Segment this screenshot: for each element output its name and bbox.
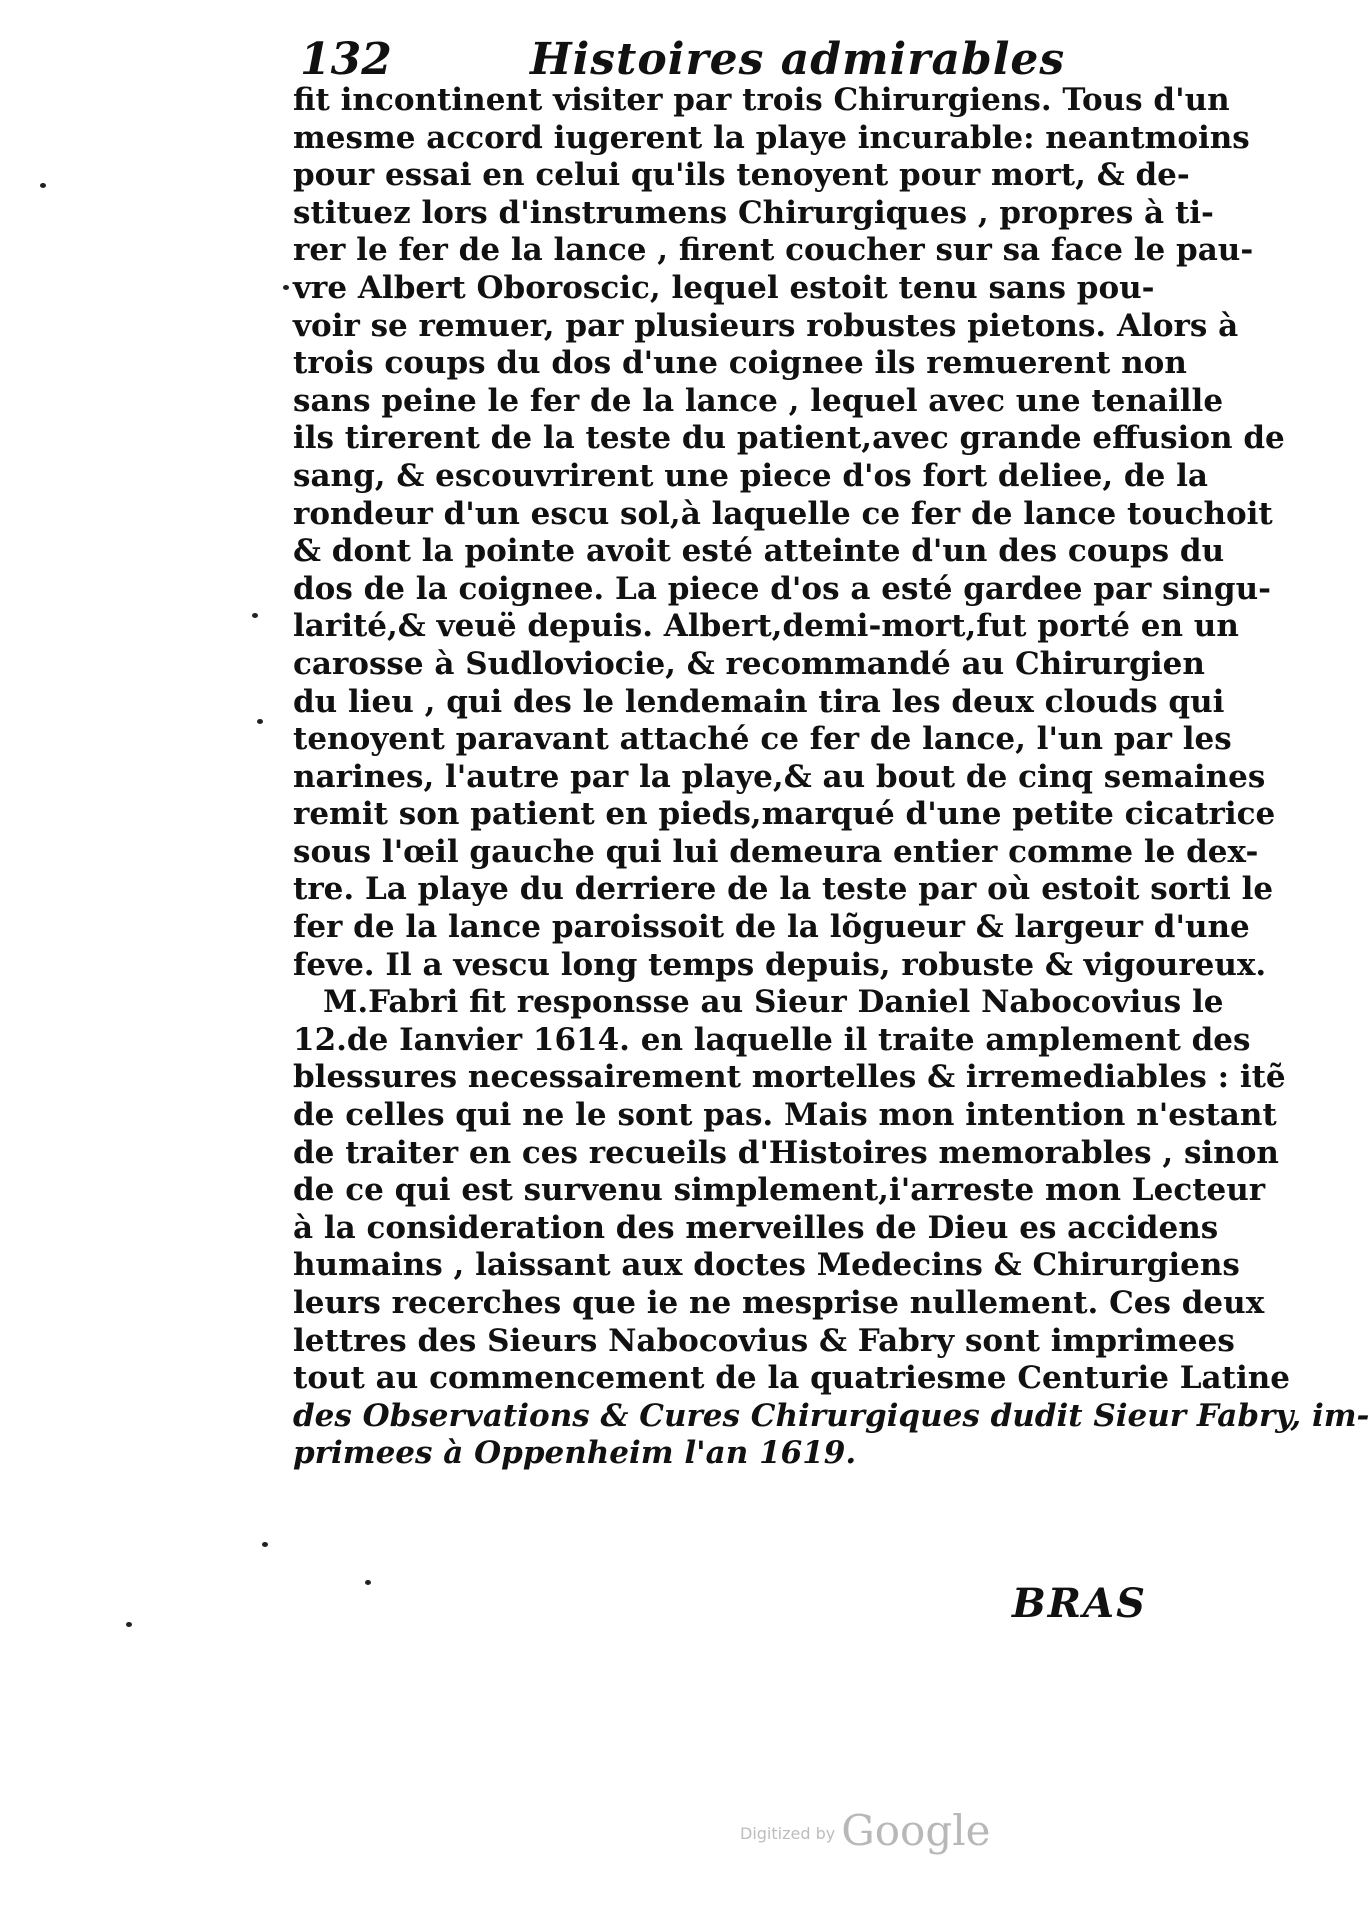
text-line: larité,& veuë depuis. Albert,demi-mort,fut porté en un [293, 608, 1239, 645]
text-line-italic: primees à Oppenheim l'an 1619. [293, 1435, 857, 1472]
text-line: de traiter en ces recueils d'Histoires memorables , sinon [293, 1134, 1279, 1171]
text-line: tenoyent paravant attaché ce fer de lance, l'un par les [293, 721, 1232, 758]
text-line: remit son patient en pieds,marqué d'une petite cicatrice [293, 796, 1276, 833]
text-line: stituez lors d'instrumens Chirurgiques , propres à ti- [293, 194, 1214, 231]
text-line: sang, & escouvrirent une piece d'os fort deliee, de la [293, 457, 1208, 494]
ink-speck [252, 613, 258, 618]
text-line: fit incontinent visiter par trois Chirurgiens. Tous d'un [293, 82, 1230, 118]
watermark-prefix: Digitized by [740, 1824, 836, 1843]
text-line: leurs recerches que ie ne mesprise nullement. Ces deux [293, 1285, 1265, 1321]
text-line: de ce qui est survenu simplement,i'arreste mon Lecteur [293, 1172, 1266, 1209]
text-line: sans peine le fer de la lance , lequel avec une tenaille [293, 382, 1224, 419]
text-line: à la consideration des merveilles de Dieu es accidens [293, 1209, 1219, 1246]
running-title: Histoires admirables [530, 34, 1066, 85]
ink-speck [126, 1622, 132, 1627]
text-line: ils tirerent de la teste du patient,avec grande effusion de [293, 420, 1285, 457]
text-line: narines, l'autre par la playe,& au bout de cinq semaines [293, 758, 1266, 795]
text-line: du lieu , qui des le lendemain tira les deux clouds qui [293, 683, 1225, 720]
text-line: tout au commencement de la quatriesme Centurie Latine [293, 1360, 1290, 1397]
text-line: carosse à Sudloviocie, & recommandé au Chirurgien [293, 645, 1205, 682]
page-number: 132 [300, 34, 392, 85]
text-line: trois coups du dos d'une coignee ils remuerent non [293, 345, 1187, 382]
text-line: 12.de Ianvier 1614. en laquelle il traite amplement des [293, 1021, 1251, 1058]
ink-speck [40, 183, 46, 188]
text-line: rondeur d'un escu sol,à laquelle ce fer de lance touchoit [293, 495, 1273, 532]
text-line: sous l'œil gauche qui lui demeura entier comme le dex- [293, 833, 1259, 870]
text-line: lettres des Sieurs Nabocovius & Fabry sont imprimees [293, 1322, 1235, 1359]
text-line: vre Albert Oboroscic, lequel estoit tenu sans pou- [293, 269, 1155, 306]
ink-speck [365, 1580, 371, 1585]
text-line: fer de la lance paroissoit de la lõgueur & largeur d'une [293, 909, 1250, 946]
ink-speck [262, 1542, 268, 1547]
text-line: & dont la pointe avoit esté atteinte d'un des coups du [293, 533, 1225, 570]
text-line: feve. Il a vescu long temps depuis, robuste & vigoureux. [293, 946, 1267, 983]
text-line: mesme accord iugerent la playe incurable: neantmoins [293, 119, 1250, 156]
text-line-italic: des Observations & Cures Chirurgiques dudit Sieur Fabry, im- [293, 1397, 1369, 1434]
text-line: dos de la coignee. La piece d'os a esté gardee par singu- [293, 570, 1271, 607]
text-line: M.Fabri fit responsse au Sieur Daniel Nabocovius le [323, 984, 1224, 1021]
text-line: pour essai en celui qu'ils tenoyent pour mort, & de- [293, 157, 1190, 194]
catchword: BRAS [1012, 1580, 1147, 1627]
body-text [293, 82, 1369, 1473]
text-line: rer le fer de la lance , firent coucher sur sa face le pau- [293, 232, 1254, 269]
ink-speck [283, 285, 289, 290]
text-line: tre. La playe du derriere de la teste par où estoit sorti le [293, 871, 1274, 908]
google-logo: Google [841, 1806, 991, 1855]
text-line: humains , laissant aux doctes Medecins & Chirurgiens [293, 1247, 1240, 1284]
text-line: blessures necessairement mortelles & irremediables : itẽ [293, 1059, 1286, 1096]
digitized-watermark [740, 1795, 991, 1855]
ink-speck [257, 719, 263, 724]
text-line: voir se remuer, par plusieurs robustes pietons. Alors à [293, 307, 1239, 344]
text-line: de celles qui ne le sont pas. Mais mon intention n'estant [293, 1097, 1277, 1134]
